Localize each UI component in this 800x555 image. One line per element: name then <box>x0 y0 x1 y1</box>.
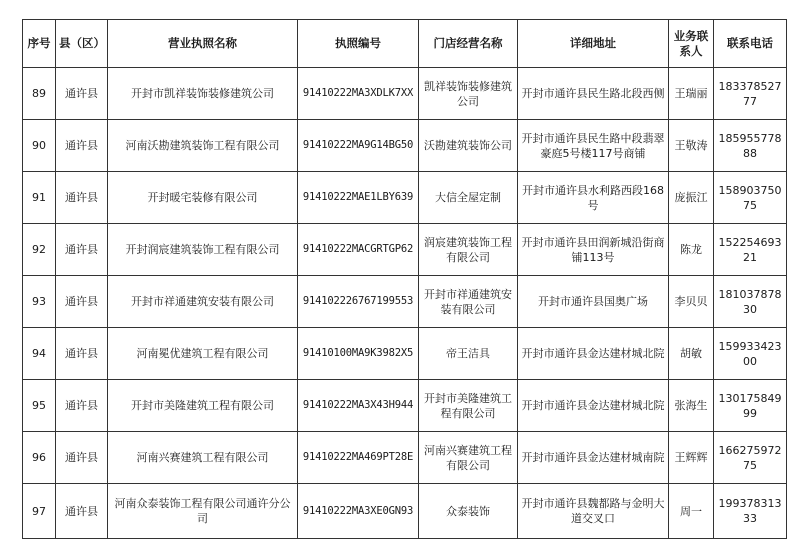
cell-phone: 15890375075 <box>714 172 787 224</box>
cell-store-name: 沃勘建筑装饰公司 <box>419 120 518 172</box>
cell-phone: 16627597275 <box>714 432 787 484</box>
cell-store-name: 帝王洁具 <box>419 328 518 380</box>
cell-license-number: 91410222MA3XE0GN93 <box>298 484 419 539</box>
cell-license-number: 914102226767199553 <box>298 276 419 328</box>
cell-index: 97 <box>23 484 56 539</box>
table-header-row <box>23 20 787 68</box>
header-index: 序号 <box>23 20 56 68</box>
header-store-name: 门店经营名称 <box>419 20 518 68</box>
cell-contact: 陈龙 <box>669 224 714 276</box>
table-row <box>23 120 787 172</box>
cell-license-name: 河南兴赛建筑工程有限公司 <box>108 432 298 484</box>
cell-contact: 庞振江 <box>669 172 714 224</box>
cell-county: 通许县 <box>56 380 108 432</box>
cell-index: 91 <box>23 172 56 224</box>
cell-license-number: 91410222MACGRTGP62 <box>298 224 419 276</box>
cell-license-number: 91410100MA9K3982X5 <box>298 328 419 380</box>
cell-county: 通许县 <box>56 68 108 120</box>
cell-store-name: 润宸建筑装饰工程有限公司 <box>419 224 518 276</box>
cell-phone: 15993342300 <box>714 328 787 380</box>
header-license-number: 执照编号 <box>298 20 419 68</box>
cell-index: 90 <box>23 120 56 172</box>
table-row <box>23 328 787 380</box>
cell-index: 96 <box>23 432 56 484</box>
cell-license-name: 河南众泰装饰工程有限公司通许分公司 <box>108 484 298 539</box>
table-row <box>23 432 787 484</box>
header-county: 县（区） <box>56 20 108 68</box>
cell-county: 通许县 <box>56 172 108 224</box>
cell-license-number: 91410222MA9G14BG50 <box>298 120 419 172</box>
cell-phone: 15225469321 <box>714 224 787 276</box>
cell-license-name: 开封市祥通建筑安装有限公司 <box>108 276 298 328</box>
header-phone: 联系电话 <box>714 20 787 68</box>
cell-address: 开封市通许县金达建材城北院 <box>518 380 669 432</box>
cell-contact: 胡敏 <box>669 328 714 380</box>
table-row <box>23 172 787 224</box>
cell-index: 95 <box>23 380 56 432</box>
cell-phone: 18337852777 <box>714 68 787 120</box>
header-license-name: 营业执照名称 <box>108 20 298 68</box>
cell-store-name: 河南兴赛建筑工程有限公司 <box>419 432 518 484</box>
cell-store-name: 开封市祥通建筑安装有限公司 <box>419 276 518 328</box>
cell-license-name: 开封润宸建筑装饰工程有限公司 <box>108 224 298 276</box>
cell-store-name: 众泰装饰 <box>419 484 518 539</box>
cell-contact: 王敬涛 <box>669 120 714 172</box>
header-address: 详细地址 <box>518 20 669 68</box>
cell-county: 通许县 <box>56 328 108 380</box>
cell-index: 94 <box>23 328 56 380</box>
table-row <box>23 276 787 328</box>
cell-index: 89 <box>23 68 56 120</box>
cell-store-name: 凯祥装饰装修建筑公司 <box>419 68 518 120</box>
cell-county: 通许县 <box>56 224 108 276</box>
cell-contact: 李贝贝 <box>669 276 714 328</box>
table-row <box>23 224 787 276</box>
table-row <box>23 484 787 539</box>
cell-license-number: 91410222MA469PT28E <box>298 432 419 484</box>
cell-license-number: 91410222MA3XDLK7XX <box>298 68 419 120</box>
cell-license-number: 91410222MA3X43H944 <box>298 380 419 432</box>
cell-address: 开封市通许县田润新城沿街商铺113号 <box>518 224 669 276</box>
cell-license-name: 开封市美隆建筑工程有限公司 <box>108 380 298 432</box>
cell-address: 开封市通许县民生路中段翡翠豪庭5号楼117号商铺 <box>518 120 669 172</box>
cell-phone: 13017584999 <box>714 380 787 432</box>
cell-license-name: 河南冕优建筑工程有限公司 <box>108 328 298 380</box>
cell-store-name: 开封市美隆建筑工程有限公司 <box>419 380 518 432</box>
cell-phone: 18595577888 <box>714 120 787 172</box>
cell-contact: 王瑞丽 <box>669 68 714 120</box>
cell-license-name: 开封市凯祥装饰装修建筑公司 <box>108 68 298 120</box>
cell-address: 开封市通许县水利路西段168号 <box>518 172 669 224</box>
merchant-table <box>22 19 787 539</box>
cell-county: 通许县 <box>56 484 108 539</box>
cell-address: 开封市通许县金达建材城南院 <box>518 432 669 484</box>
cell-store-name: 大信全屋定制 <box>419 172 518 224</box>
cell-contact: 张海生 <box>669 380 714 432</box>
header-contact: 业务联系人 <box>669 20 714 68</box>
table-row <box>23 68 787 120</box>
cell-address: 开封市通许县金达建材城北院 <box>518 328 669 380</box>
cell-county: 通许县 <box>56 276 108 328</box>
cell-address: 开封市通许县魏都路与金明大道交叉口 <box>518 484 669 539</box>
cell-index: 92 <box>23 224 56 276</box>
cell-index: 93 <box>23 276 56 328</box>
cell-license-number: 91410222MAE1LBY639 <box>298 172 419 224</box>
cell-license-name: 河南沃勘建筑装饰工程有限公司 <box>108 120 298 172</box>
cell-phone: 19937831333 <box>714 484 787 539</box>
cell-license-name: 开封暖宅装修有限公司 <box>108 172 298 224</box>
cell-contact: 周一 <box>669 484 714 539</box>
cell-address: 开封市通许县民生路北段西侧 <box>518 68 669 120</box>
cell-address: 开封市通许县国奥广场 <box>518 276 669 328</box>
cell-county: 通许县 <box>56 120 108 172</box>
table-row <box>23 380 787 432</box>
cell-contact: 王辉辉 <box>669 432 714 484</box>
cell-phone: 18103787830 <box>714 276 787 328</box>
cell-county: 通许县 <box>56 432 108 484</box>
